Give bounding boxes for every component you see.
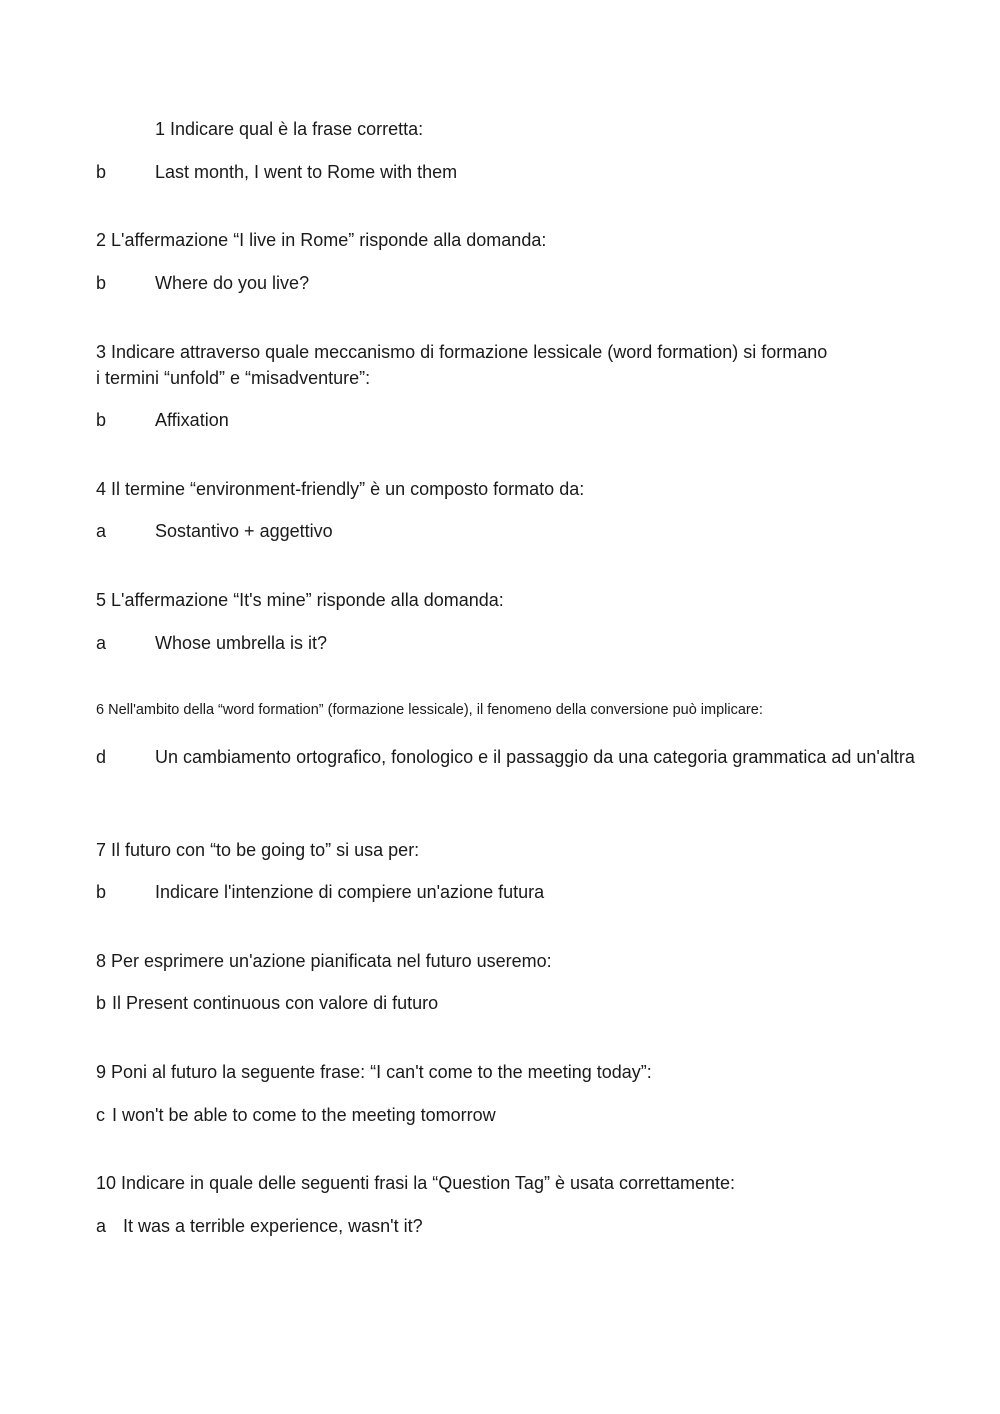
answer-4: Sostantivo + aggettivo [155, 521, 333, 541]
question-2: 2 L'affermazione “I live in Rome” risponde alla domanda: [96, 230, 547, 250]
question-3-line-2: i termini “unfold” e “misadventure”: [96, 368, 371, 388]
answer-letter-1: b [96, 162, 107, 182]
answer-7: Indicare l'intenzione di compiere un'azione futura [155, 882, 545, 902]
answer-1: Last month, I went to Rome with them [155, 162, 458, 182]
answer-10: It was a terrible experience, wasn't it? [123, 1216, 423, 1236]
question-9: 9 Poni al futuro la seguente frase: “I can't come to the meeting today”: [96, 1062, 652, 1082]
question-3-line-1: 3 Indicare attraverso quale meccanismo di formazione lessicale (word formation) si formano [96, 342, 828, 362]
question-1: 1 Indicare qual è la frase corretta: [155, 119, 424, 139]
question-7: 7 Il futuro con “to be going to” si usa per: [96, 840, 420, 860]
answer-8: Il Present continuous con valore di futuro [112, 993, 439, 1013]
question-8: 8 Per esprimere un'azione pianificata nel futuro useremo: [96, 951, 552, 971]
answer-3: Affixation [155, 410, 229, 430]
question-6: 6 Nell'ambito della “word formation” (formazione lessicale), il fenomeno della conversione può implicare: [96, 702, 763, 718]
answer-letter-3: b [96, 410, 107, 430]
answer-letter-9: c [96, 1105, 105, 1125]
answer-letter-4: a [96, 521, 107, 541]
answer-letter-6: d [96, 747, 107, 767]
question-5: 5 L'affermazione “It's mine” risponde alla domanda: [96, 590, 504, 610]
question-4: 4 Il termine “environment-friendly” è un composto formato da: [96, 479, 585, 499]
answer-2: Where do you live? [155, 273, 310, 293]
question-10: 10 Indicare in quale delle seguenti frasi la “Question Tag” è usata correttamente: [96, 1173, 736, 1193]
answer-6: Un cambiamento ortografico, fonologico e il passaggio da una categoria grammatica ad un'altra [155, 747, 915, 767]
answer-letter-7: b [96, 882, 107, 902]
answer-letter-10: a [96, 1216, 107, 1236]
answer-letter-8: b [96, 993, 107, 1013]
answer-letter-5: a [96, 633, 107, 653]
answer-9: I won't be able to come to the meeting tomorrow [112, 1105, 496, 1125]
answer-5: Whose umbrella is it? [155, 633, 328, 653]
answer-letter-2: b [96, 273, 107, 293]
